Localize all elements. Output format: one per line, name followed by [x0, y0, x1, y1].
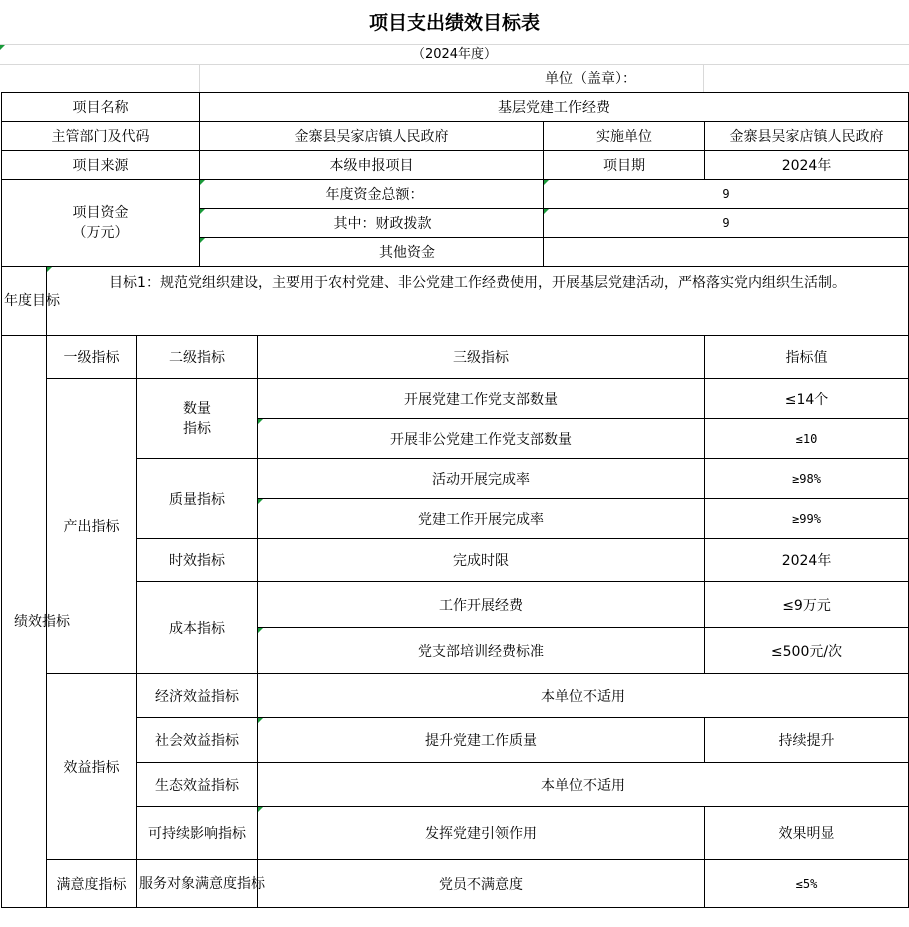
ql1-name: 活动开展完成率 — [258, 459, 705, 499]
sustain-name-text: 发挥党建引领作用 — [425, 826, 538, 842]
table-row — [2, 582, 909, 628]
table-row — [2, 718, 909, 763]
service-label: 服务对象满意度指标 — [137, 860, 258, 908]
table-row — [2, 539, 909, 582]
sustain-label: 可持续影响指标 — [137, 807, 258, 860]
cell-marker — [544, 209, 549, 214]
benefit-label: 效益指标 — [47, 674, 137, 860]
table-row — [2, 674, 909, 718]
table-row — [2, 459, 909, 499]
fund-total-value-text: 9 — [722, 187, 730, 201]
social-name — [258, 718, 705, 763]
table-row — [2, 379, 909, 419]
sat-value: ≤5% — [705, 860, 909, 908]
social-value: 持续提升 — [705, 718, 909, 763]
cell-marker — [258, 807, 263, 812]
eco-value: 本单位不适用 — [258, 763, 909, 807]
period-value: 2024年 — [705, 151, 909, 180]
table-row — [2, 807, 909, 860]
c2-name — [258, 628, 705, 674]
c2-name-text: 党支部培训经费标准 — [418, 643, 545, 660]
output-label: 产出指标 — [47, 379, 137, 674]
sat-name: 党员不满意度 — [258, 860, 705, 908]
fund-fiscal-value-text: 9 — [722, 216, 730, 230]
ql1-value: ≥98% — [705, 459, 909, 499]
fund-label: 项目资金 （万元） — [2, 180, 200, 267]
header-level1: 一级指标 — [47, 336, 137, 379]
c2-value: ≤500元/次 — [705, 628, 909, 674]
q2-value: ≤10 — [705, 419, 909, 459]
sustain-value: 效果明显 — [705, 807, 909, 860]
fund-total-value — [544, 180, 909, 209]
time-label: 时效指标 — [137, 539, 258, 582]
project-name-value: 基层党建工作经费 — [200, 93, 909, 122]
fund-fiscal-label — [200, 209, 544, 238]
source-label: 项目来源 — [2, 151, 200, 180]
header-level2: 二级指标 — [137, 336, 258, 379]
fund-total-label — [200, 180, 544, 209]
cell-marker — [47, 267, 52, 272]
fund-other-label — [200, 238, 544, 267]
eco-label: 生态效益指标 — [137, 763, 258, 807]
q1-name: 开展党建工作党支部数量 — [258, 379, 705, 419]
cell-marker — [258, 419, 263, 424]
department-value: 金寨县吴家店镇人民政府 — [200, 122, 544, 151]
t1-name: 完成时限 — [258, 539, 705, 582]
sustain-name — [258, 807, 705, 860]
project-name-label: 项目名称 — [2, 93, 200, 122]
target-table — [1, 92, 909, 908]
social-label: 社会效益指标 — [137, 718, 258, 763]
fund-other-value — [544, 238, 909, 267]
department-label: 主管部门及代码 — [2, 122, 200, 151]
satisfaction-label: 满意度指标 — [47, 860, 137, 908]
econ-value: 本单位不适用 — [258, 674, 909, 718]
ql2-name-text: 党建工作开展完成率 — [418, 511, 545, 528]
q2-name-text: 开展非公党建工作党支部数量 — [390, 431, 573, 448]
header-level3: 三级指标 — [258, 336, 705, 379]
sheet-title: 项目支出绩效目标表 — [368, 12, 540, 34]
fund-total-label-text: 年度资金总额： — [325, 187, 424, 203]
header-value: 指标值 — [705, 336, 909, 379]
implementer-label: 实施单位 — [544, 122, 705, 151]
fund-other-label-text: 其他资金 — [379, 245, 436, 261]
sheet-year: （2024年度） — [411, 47, 498, 62]
quality-label: 质量指标 — [137, 459, 258, 539]
fund-fiscal-value — [544, 209, 909, 238]
c1-value: ≤9万元 — [705, 582, 909, 628]
source-value: 本级申报项目 — [200, 151, 544, 180]
gridline — [199, 64, 200, 92]
cell-marker — [200, 209, 205, 214]
quantity-label: 数量 指标 — [137, 379, 258, 459]
row-fund-total — [2, 180, 909, 209]
row-perf-header — [2, 336, 909, 379]
fund-fiscal-label-text: 其中：财政拨款 — [333, 216, 432, 232]
cell-marker — [200, 180, 205, 185]
row-annual-goal — [2, 267, 909, 336]
econ-label: 经济效益指标 — [137, 674, 258, 718]
gridline — [0, 64, 909, 65]
c1-name: 工作开展经费 — [258, 582, 705, 628]
unit-stamp-label: 单位（盖章）： — [545, 71, 636, 87]
row-project-name — [2, 93, 909, 122]
row-source — [2, 151, 909, 180]
ql2-name — [258, 499, 705, 539]
cell-marker — [544, 180, 549, 185]
annual-goal-label: 年度目标 — [2, 267, 47, 336]
gridline — [0, 44, 909, 45]
annual-goal-text-content: 目标1：规范党组织建设，主要用于农村党建、非公党建工作经费使用，开展基层党建活动，严格落实党内组织生活制。 — [109, 275, 846, 291]
cost-label: 成本指标 — [137, 582, 258, 674]
table-row — [2, 763, 909, 807]
table-row — [2, 860, 909, 908]
q2-name — [258, 419, 705, 459]
gridline — [703, 64, 704, 92]
row-department — [2, 122, 909, 151]
cell-marker — [0, 45, 5, 50]
perf-side-label: 绩效指标 — [2, 336, 47, 908]
cell-marker — [200, 238, 205, 243]
implementer-value: 金寨县吴家店镇人民政府 — [705, 122, 909, 151]
cell-marker — [258, 718, 263, 723]
social-name-text: 提升党建工作质量 — [425, 733, 538, 749]
ql2-value: ≥99% — [705, 499, 909, 539]
annual-goal-text — [47, 267, 909, 336]
cell-marker — [258, 499, 263, 504]
q1-value: ≤14个 — [705, 379, 909, 419]
t1-value: 2024年 — [705, 539, 909, 582]
period-label: 项目期 — [544, 151, 705, 180]
cell-marker — [258, 628, 263, 633]
